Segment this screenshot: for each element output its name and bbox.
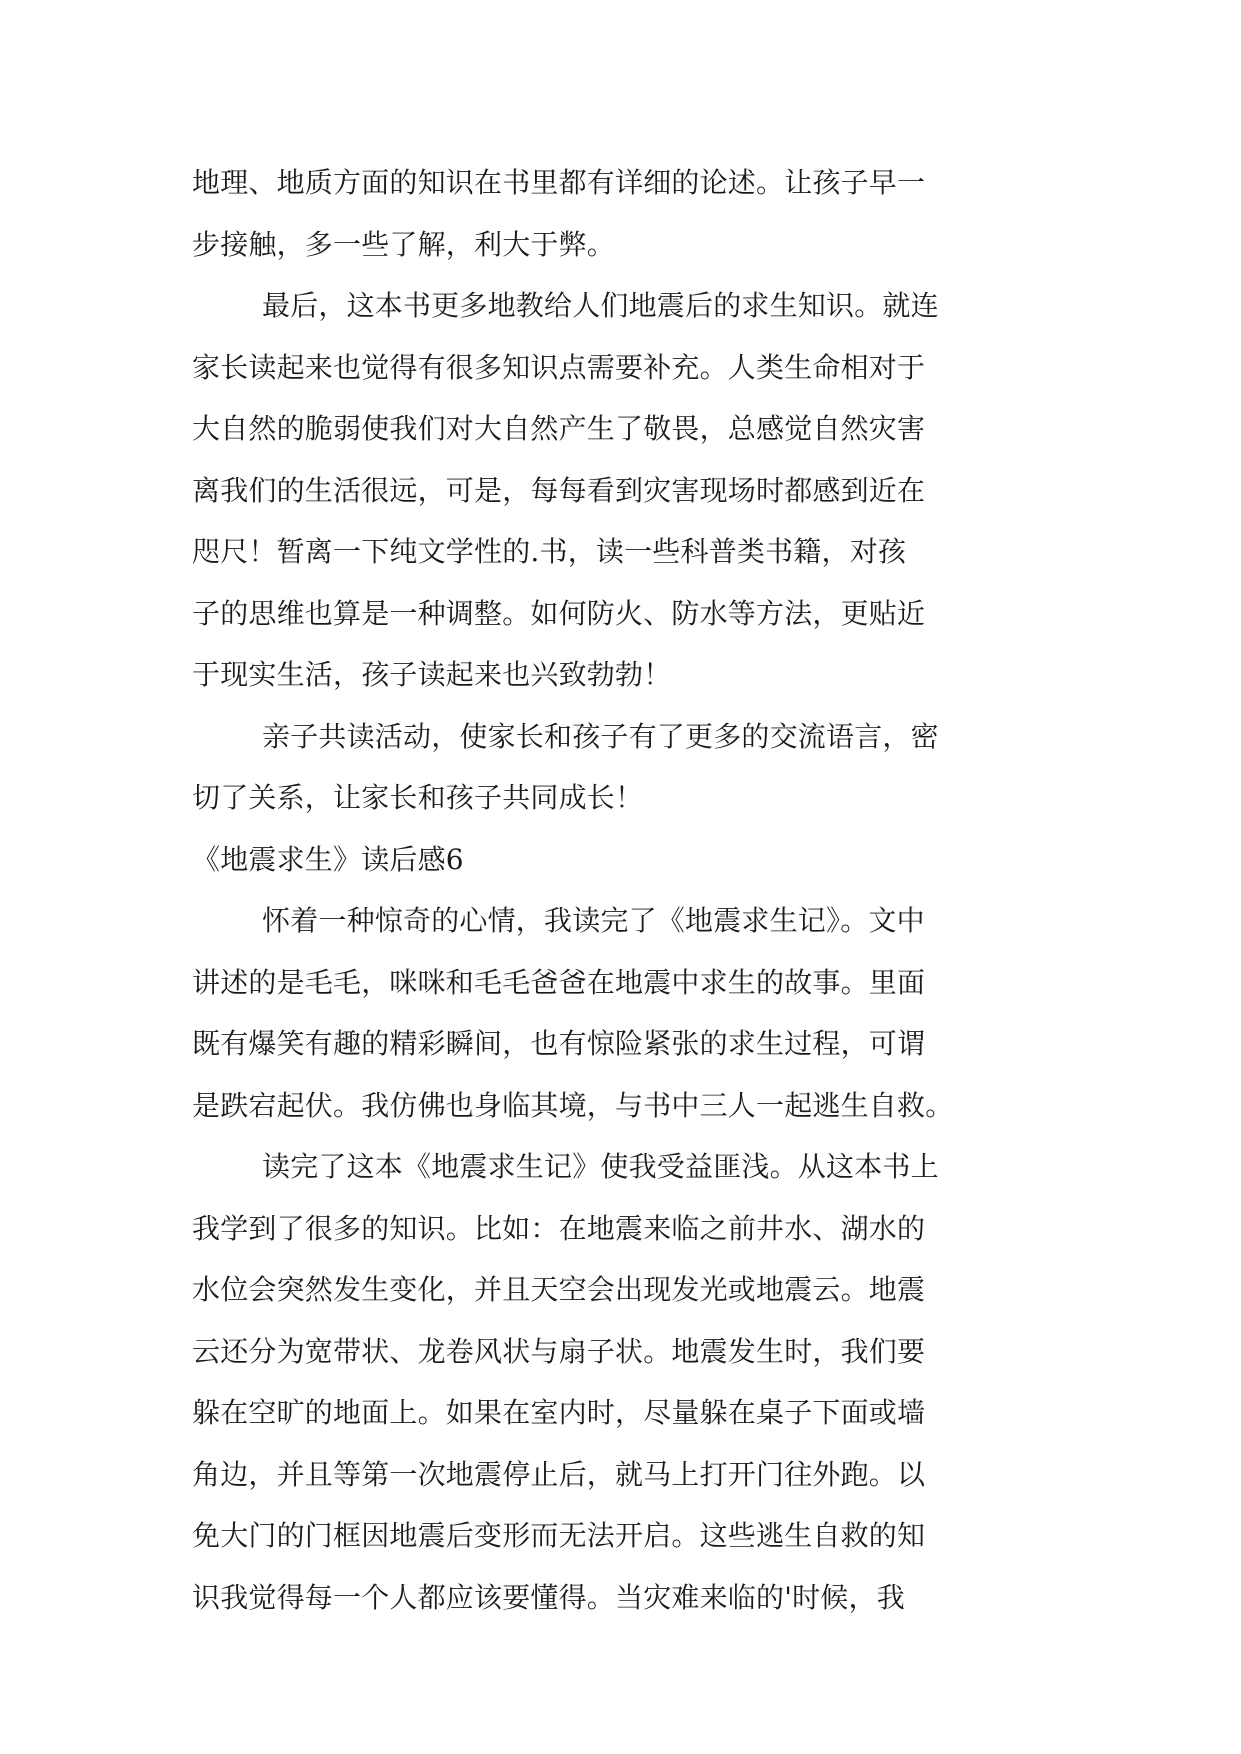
section-heading: 《地震求生》读后感6 bbox=[192, 842, 464, 876]
text-line: 角边，并且等第一次地震停止后，就马上打开门往外跑。以 bbox=[192, 1457, 926, 1491]
text-line: 离我们的生活很远，可是，每每看到灾害现场时都感到近在 bbox=[192, 473, 926, 507]
text-line: 水位会突然发生变化，并且天空会出现发光或地震云。地震 bbox=[192, 1273, 926, 1306]
text-line: 讲述的是毛毛，咪咪和毛毛爸爸在地震中求生的故事。里面 bbox=[192, 965, 926, 999]
paragraph-start-line: 最后，这本书更多地教给人们地震后的求生知识。就连 bbox=[262, 289, 939, 322]
text-line: 大自然的脆弱使我们对大自然产生了敬畏，总感觉自然灾害 bbox=[192, 412, 926, 445]
paragraph-start-line: 亲子共读活动，使家长和孩子有了更多的交流语言，密 bbox=[262, 719, 939, 753]
text-line: 地理、地质方面的知识在书里都有详细的论述。让孩子早一 bbox=[192, 166, 926, 199]
text-line: 家长读起来也觉得有很多知识点需要补充。人类生命相对于 bbox=[192, 350, 926, 384]
text-line: 切了关系，让家长和孩子共同成长！ bbox=[192, 781, 644, 814]
text-line: 咫尺！暂离一下纯文学性的.书，读一些科普类书籍，对孩 bbox=[192, 535, 907, 568]
text-line: 躲在空旷的地面上。如果在室内时，尽量躲在桌子下面或墙 bbox=[192, 1396, 926, 1429]
document-body bbox=[192, 152, 1052, 1628]
text-line: 是跌宕起伏。我仿佛也身临其境，与书中三人一起逃生自救。 bbox=[192, 1088, 954, 1122]
paragraph-start-line: 读完了这本《地震求生记》使我受益匪浅。从这本书上 bbox=[262, 1150, 939, 1183]
text-line: 我学到了很多的知识。比如：在地震来临之前井水、湖水的 bbox=[192, 1211, 926, 1245]
text-line: 子的思维也算是一种调整。如何防火、防水等方法，更贴近 bbox=[192, 596, 926, 630]
text-line: 步接触，多一些了解，利大于弊。 bbox=[192, 227, 616, 261]
text-line: 免大门的门框因地震后变形而无法开启。这些逃生自救的知 bbox=[192, 1519, 926, 1552]
text-line: 于现实生活，孩子读起来也兴致勃勃！ bbox=[192, 658, 672, 691]
text-line: 既有爆笑有趣的精彩瞬间，也有惊险紧张的求生过程，可谓 bbox=[192, 1027, 926, 1060]
paragraph-start-line: 怀着一种惊奇的心情，我读完了《地震求生记》。文中 bbox=[262, 904, 925, 937]
text-line: 云还分为宽带状、龙卷风状与扇子状。地震发生时，我们要 bbox=[192, 1334, 926, 1368]
text-line: 识我觉得每一个人都应该要懂得。当灾难来临的'时候，我 bbox=[192, 1580, 905, 1614]
